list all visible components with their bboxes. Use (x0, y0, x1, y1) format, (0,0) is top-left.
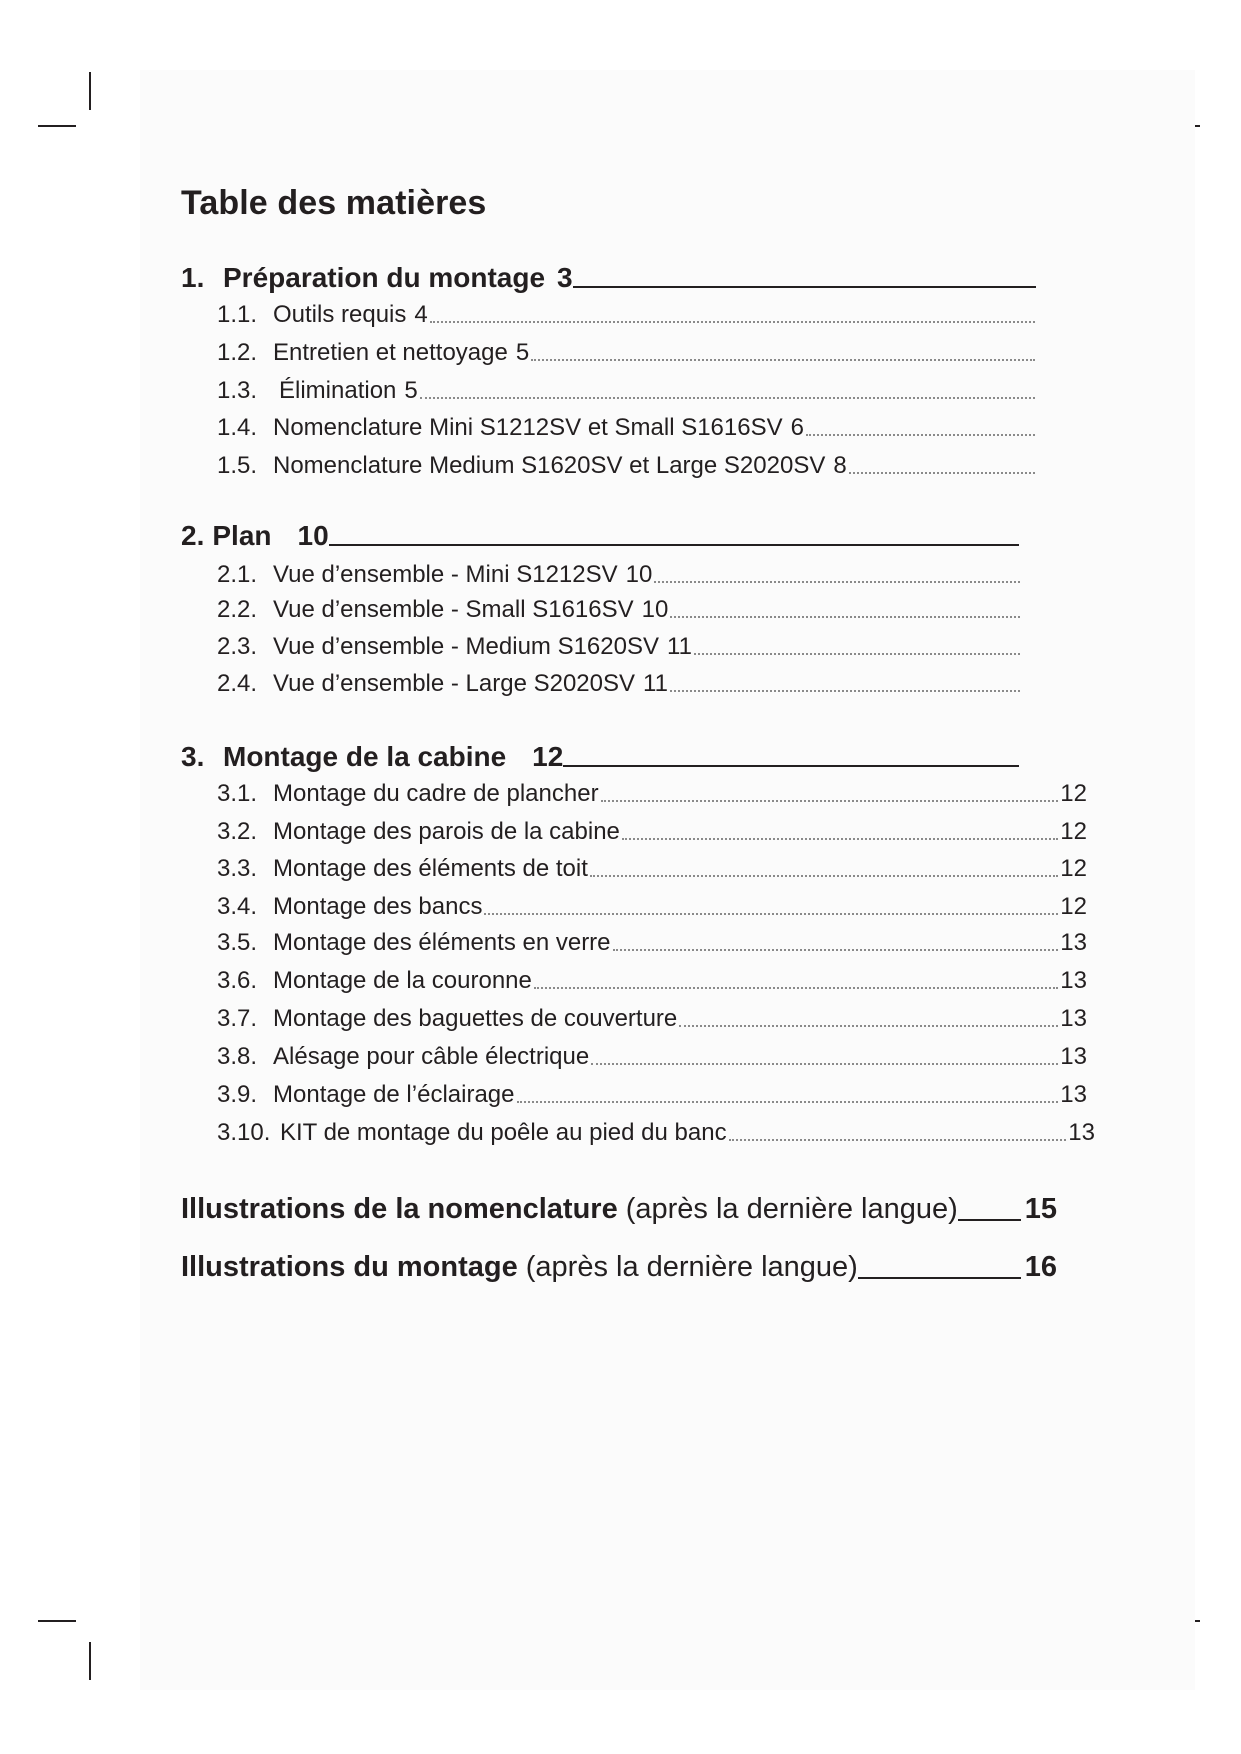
chapter-3-heading[interactable] (181, 741, 1019, 773)
item-number: 2.2. (217, 596, 258, 623)
toc-item-2-4[interactable] (217, 670, 1022, 698)
chapter-title: Montage de la cabine (223, 741, 507, 772)
crop-mark-top-left-horizontal (38, 125, 76, 127)
item-label: KIT de montage du poêle au pied du banc (280, 1119, 727, 1146)
dot-leader (622, 838, 1058, 840)
item-label: Nomenclature Mini S1212SV et Small S1616SV (273, 414, 783, 441)
dot-leader (806, 434, 1035, 436)
item-number: 1.4. (217, 414, 258, 441)
item-number: 3.7. (217, 1005, 258, 1032)
item-page: 13 (1060, 1043, 1087, 1070)
item-page: 13 (1060, 929, 1087, 956)
dot-leader (679, 1025, 1058, 1027)
dot-leader (694, 653, 1020, 655)
toc-item-3-1[interactable] (217, 780, 1087, 808)
dot-leader (613, 949, 1059, 951)
toc-item-1-2[interactable] (217, 339, 1037, 367)
item-label: Montage de la couronne (273, 967, 532, 994)
item-number: 2.3. (217, 633, 258, 660)
chapter-number: 3. (181, 741, 205, 772)
item-page: 12 (1060, 818, 1087, 845)
dot-leader (430, 321, 1035, 323)
dot-leader (670, 690, 1020, 692)
toc-item-1-3[interactable] (217, 377, 1037, 405)
illustrations-title: Illustrations de la nomenclature (181, 1193, 618, 1225)
item-number: 3.10. (217, 1119, 271, 1146)
item-label: Montage des baguettes de couverture (273, 1005, 678, 1032)
toc-item-3-6[interactable] (217, 967, 1087, 995)
chapter-number: 2. (181, 520, 205, 551)
item-page: 11 (643, 670, 668, 697)
dot-leader (849, 472, 1035, 474)
item-label: Vue d’ensemble - Small S1616SV (273, 596, 634, 623)
illustrations-leader-line (958, 1219, 1021, 1221)
chapter-page: 10 (297, 520, 329, 551)
item-page: 12 (1060, 855, 1087, 882)
dot-leader (531, 359, 1035, 361)
item-number: 3.6. (217, 967, 258, 994)
illustrations-note: (après la dernière langue) (525, 1251, 858, 1283)
illustrations-nomenclature-entry[interactable] (181, 1193, 1057, 1226)
item-label: Outils requis (273, 301, 407, 328)
item-page: 8 (833, 452, 847, 479)
item-label: Montage du cadre de plancher (273, 780, 599, 807)
illustrations-leader-line (858, 1277, 1021, 1279)
item-number: 2.1. (217, 561, 258, 588)
toc-item-1-5[interactable] (217, 452, 1037, 480)
illustrations-page: 15 (1024, 1193, 1057, 1225)
dot-leader (590, 875, 1058, 877)
item-number: 3.9. (217, 1081, 258, 1108)
toc-item-3-3[interactable] (217, 855, 1087, 883)
toc-item-1-1[interactable] (217, 301, 1037, 329)
item-page: 5 (515, 339, 530, 366)
toc-item-3-4[interactable] (217, 893, 1087, 921)
item-page: 13 (1068, 1119, 1095, 1146)
toc-item-1-4[interactable] (217, 414, 1037, 442)
item-page: 5 (404, 377, 418, 404)
item-label: Montage des bancs (273, 893, 483, 920)
item-number: 3.2. (217, 818, 258, 845)
toc-item-2-1[interactable] (217, 561, 1022, 589)
item-number: 1.1. (217, 301, 258, 328)
item-number: 3.1. (217, 780, 258, 807)
chapter-page: 12 (532, 741, 564, 772)
item-page: 12 (1060, 893, 1087, 920)
dot-leader (484, 913, 1058, 915)
illustrations-note: (après la dernière langue) (625, 1193, 958, 1225)
dot-leader (534, 987, 1058, 989)
toc-item-3-5[interactable] (217, 929, 1087, 957)
illustrations-title: Illustrations du montage (181, 1251, 518, 1283)
item-number: 3.4. (217, 893, 258, 920)
illustrations-page: 16 (1024, 1251, 1057, 1283)
item-page: 13 (1060, 1081, 1087, 1108)
item-number: 1.5. (217, 452, 258, 479)
item-page: 13 (1060, 1005, 1087, 1032)
item-number: 1.3. (217, 377, 258, 404)
chapter-title: Préparation du montage (223, 262, 546, 293)
item-label: Montage des éléments de toit (273, 855, 588, 882)
item-page: 10 (625, 561, 653, 588)
item-number: 1.2. (217, 339, 258, 366)
item-number: 3.8. (217, 1043, 258, 1070)
chapter-leader-line (573, 286, 1036, 288)
toc-item-3-9[interactable] (217, 1081, 1087, 1109)
dot-leader (729, 1139, 1067, 1141)
dot-leader (591, 1063, 1058, 1065)
crop-mark-bottom-left-horizontal (38, 1620, 76, 1622)
chapter-leader-line (329, 544, 1019, 546)
item-number: 2.4. (217, 670, 258, 697)
illustrations-montage-entry[interactable] (181, 1251, 1057, 1284)
item-label: Montage des éléments en verre (273, 929, 611, 956)
item-label: Vue d’ensemble - Mini S1212SV (273, 561, 618, 588)
toc-item-3-7[interactable] (217, 1005, 1087, 1033)
item-page: 12 (1060, 780, 1087, 807)
toc-item-3-8[interactable] (217, 1043, 1087, 1071)
item-label: Alésage pour câble électrique (273, 1043, 590, 1070)
toc-item-2-3[interactable] (217, 633, 1022, 661)
dot-leader (670, 616, 1020, 618)
item-label: Élimination (279, 377, 397, 404)
toc-item-3-10[interactable] (217, 1119, 1095, 1147)
toc-title: Table des matières (181, 184, 487, 222)
item-label: Nomenclature Medium S1620SV et Large S2020SV (273, 452, 826, 479)
dot-leader (601, 800, 1059, 802)
item-page: 13 (1060, 967, 1087, 994)
item-page: 11 (667, 633, 692, 660)
item-label: Entretien et nettoyage (273, 339, 508, 366)
item-label: Montage de l’éclairage (273, 1081, 515, 1108)
chapter-number: 1. (181, 262, 205, 293)
toc-item-3-2[interactable] (217, 818, 1087, 846)
chapter-title: Plan (212, 520, 272, 551)
item-page: 10 (641, 596, 669, 623)
dot-leader (654, 581, 1020, 583)
item-label: Montage des parois de la cabine (273, 818, 620, 845)
item-label: Vue d’ensemble - Large S2020SV (273, 670, 636, 697)
dot-leader (517, 1101, 1059, 1103)
item-number: 3.5. (217, 929, 258, 956)
item-number: 3.3. (217, 855, 258, 882)
crop-mark-top-left-vertical (89, 72, 91, 110)
chapter-leader-line (563, 765, 1019, 767)
chapter-page: 3 (557, 262, 573, 293)
toc-item-2-2[interactable] (217, 596, 1022, 624)
chapter-2-heading[interactable] (181, 520, 1019, 552)
item-label: Vue d’ensemble - Medium S1620SV (273, 633, 659, 660)
item-page: 4 (414, 301, 428, 328)
dot-leader (420, 397, 1035, 399)
chapter-1-heading[interactable] (181, 262, 1036, 294)
item-page: 6 (790, 414, 804, 441)
crop-mark-bottom-left-vertical (89, 1642, 91, 1680)
